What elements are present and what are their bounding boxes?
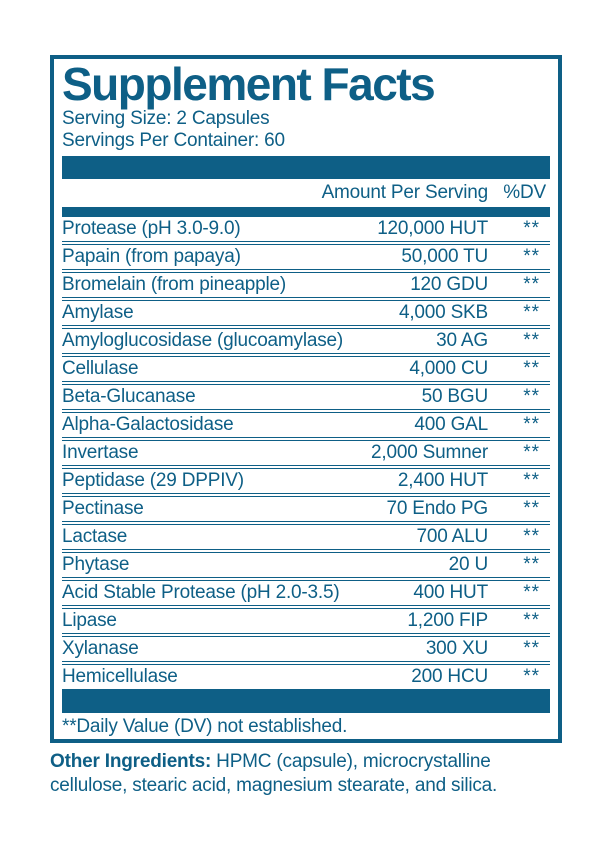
ingredient-amount: 700 ALU <box>416 526 488 547</box>
ingredient-dv: ** <box>523 582 540 603</box>
ingredient-amount: 30 AG <box>436 330 488 351</box>
table-row <box>62 549 550 577</box>
ingredient-dv: ** <box>523 302 540 323</box>
panel-title: Supplement Facts <box>62 58 435 110</box>
ingredient-name: Hemicellulase <box>62 666 178 687</box>
servings-per-container: Servings Per Container: 60 <box>62 130 285 151</box>
ingredient-name: Papain (from papaya) <box>62 246 241 267</box>
table-row <box>62 521 550 549</box>
table-row <box>62 633 550 661</box>
column-header-row <box>62 179 550 207</box>
ingredient-dv: ** <box>523 358 540 379</box>
ingredient-amount: 400 HUT <box>413 582 488 603</box>
ingredient-dv: ** <box>523 330 540 351</box>
amount-column-header: Amount Per Serving <box>321 182 488 203</box>
ingredient-name: Cellulase <box>62 358 139 379</box>
table-row <box>62 241 550 269</box>
ingredient-dv: ** <box>523 638 540 659</box>
ingredient-name: Alpha-Galactosidase <box>62 414 234 435</box>
other-ingredients-label: Other Ingredients: <box>50 751 212 772</box>
ingredient-name: Acid Stable Protease (pH 2.0-3.5) <box>62 582 340 603</box>
ingredient-amount: 20 U <box>448 554 488 575</box>
ingredient-name: Amyloglucosidase (glucoamylase) <box>62 330 344 351</box>
ingredient-amount: 4,000 SKB <box>398 302 488 323</box>
table-row <box>62 493 550 521</box>
ingredient-amount: 4,000 CU <box>409 358 488 379</box>
ingredient-dv: ** <box>523 666 540 687</box>
ingredient-amount: 2,000 Sumner <box>371 442 488 463</box>
table-row <box>62 437 550 465</box>
ingredient-dv: ** <box>523 498 540 519</box>
ingredient-dv: ** <box>523 218 540 239</box>
ingredient-name: Peptidase (29 DPPIV) <box>62 470 244 491</box>
supplement-facts-panel <box>50 55 562 743</box>
ingredient-amount: 400 GAL <box>414 414 488 435</box>
ingredient-name: Protease (pH 3.0-9.0) <box>62 218 241 239</box>
dv-footnote: **Daily Value (DV) not established. <box>62 716 348 737</box>
ingredient-name: Invertase <box>62 442 139 463</box>
ingredient-dv: ** <box>523 246 540 267</box>
ingredient-amount: 70 Endo PG <box>386 498 488 519</box>
table-row <box>62 465 550 493</box>
ingredient-amount: 50 BGU <box>421 386 488 407</box>
table-row <box>62 605 550 633</box>
dv-column-header: %DV <box>503 182 546 203</box>
ingredient-dv: ** <box>523 442 540 463</box>
ingredient-dv: ** <box>523 526 540 547</box>
ingredient-dv: ** <box>523 610 540 631</box>
divider-bar-header <box>62 207 550 217</box>
table-row <box>62 661 550 689</box>
table-row <box>62 381 550 409</box>
other-ingredients <box>50 750 564 798</box>
table-row <box>62 325 550 353</box>
table-row <box>62 297 550 325</box>
ingredient-name: Amylase <box>62 302 134 323</box>
ingredient-table <box>62 217 550 689</box>
ingredient-dv: ** <box>523 470 540 491</box>
divider-bar-top <box>62 156 550 179</box>
ingredient-dv: ** <box>523 554 540 575</box>
table-row <box>62 409 550 437</box>
ingredient-dv: ** <box>523 386 540 407</box>
table-row <box>62 217 550 241</box>
ingredient-amount: 1,200 FIP <box>407 610 488 631</box>
ingredient-amount: 120,000 HUT <box>377 218 488 239</box>
ingredient-amount: 300 XU <box>425 638 488 659</box>
ingredient-dv: ** <box>523 414 540 435</box>
table-row <box>62 353 550 381</box>
ingredient-name: Beta-Glucanase <box>62 386 196 407</box>
ingredient-amount: 120 GDU <box>410 274 488 295</box>
table-row <box>62 577 550 605</box>
ingredient-name: Lipase <box>62 610 117 631</box>
ingredient-name: Phytase <box>62 554 130 575</box>
ingredient-dv: ** <box>523 274 540 295</box>
table-row <box>62 269 550 297</box>
divider-bar-bottom <box>62 689 550 713</box>
ingredient-name: Lactase <box>62 526 128 547</box>
ingredient-amount: 2,400 HUT <box>397 470 488 491</box>
ingredient-amount: 200 HCU <box>411 666 488 687</box>
serving-size: Serving Size: 2 Capsules <box>62 108 270 129</box>
ingredient-name: Pectinase <box>62 498 144 519</box>
other-ingredients-text: HPMC (capsule), microcrystalline cellulose, stearic acid, magnesium stearate, and silica. <box>50 751 498 796</box>
ingredient-amount: 50,000 TU <box>401 246 488 267</box>
ingredient-name: Bromelain (from pineapple) <box>62 274 286 295</box>
ingredient-name: Xylanase <box>62 638 139 659</box>
